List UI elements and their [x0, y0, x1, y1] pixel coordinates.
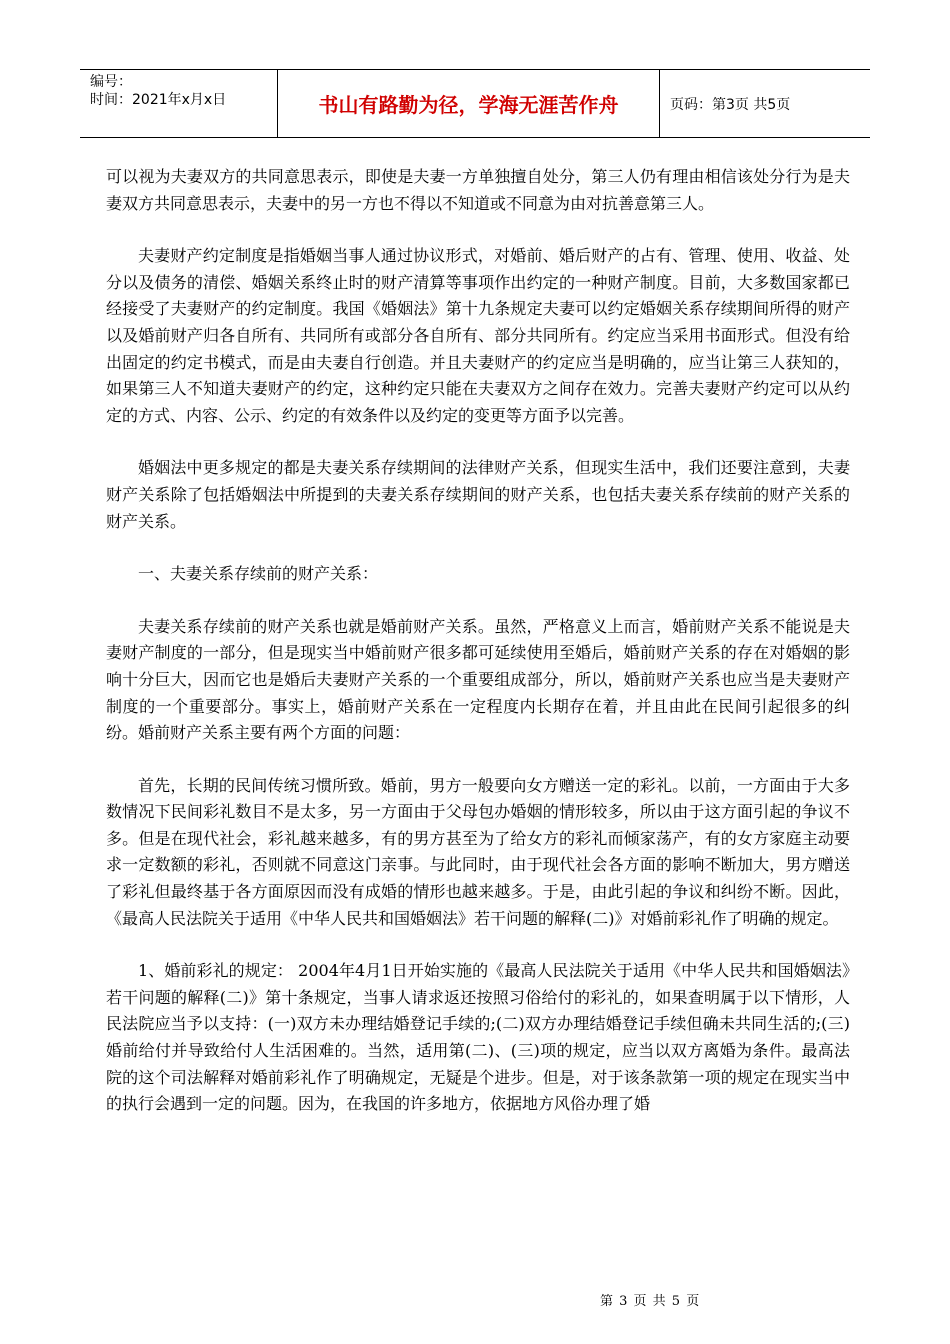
paragraph: 首先，长期的民间传统习惯所致。婚前，男方一般要向女方赠送一定的彩礼。以前，一方面由于大多数情况下民间彩礼数目不是太多，另一方面由于父母包办婚姻的情形较多，所以由于这方面引起的争议不多。但是在现代社会，彩礼越来越多，有的男方甚至为了给女方的彩礼而倾家荡产，有的女方家庭主动要求一定数额的彩礼，否则就不同意这门亲事。与此同时，由于现代社会各方面的影响不断加大，男方赠送了彩礼但最终基于各方面原因而没有成婚的情形也越来越多。于是，由此引起的争议和纠纷不断。因此，《最高人民法院关于适用《中华人民共和国婚姻法》若干问题的解释(二)》对婚前彩礼作了明确的规定。 [106, 775, 850, 928]
header-motto: 书山有路勤为径，学海无涯苦作舟 [278, 70, 660, 137]
paragraph: 可以视为夫妻双方的共同意思表示，即使是夫妻一方单独擅自处分，第三人仍有理由相信该处分行为是夫妻双方共同意思表示，夫妻中的另一方也不得以不知道或不同意为由对抗善意第三人。 [106, 167, 850, 213]
section-heading: 一、夫妻关系存续前的财产关系： [138, 564, 379, 584]
document-number-label: 编号： [90, 74, 132, 90]
paragraph: 夫妻财产约定制度是指婚姻当事人通过协议形式，对婚前、婚后财产的占有、管理、使用、收益、处分以及债务的清偿、婚姻关系终止时的财产清算等事项作出约定的一种财产制度。目前，大多数国家都已经接受了夫妻财产的约定制度。我国《婚姻法》第十九条规定夫妻可以约定婚姻关系存续期间所得的财产以及婚前财产归各自所有、共同所有或部分各自所有、部分共同所有。约定应当采用书面形式。但没有给出固定的约定书模式，而是由夫妻自行创造。并且夫妻财产的约定应当是明确的，应当让第三人获知的，如果第三人不知道夫妻财产的约定，这种约定只能在夫妻双方之间存在效力。完善夫妻财产约定可以从约定的方式、内容、公示、约定的有效条件以及约定的变更等方面予以完善。 [106, 246, 850, 425]
document-header [80, 69, 870, 138]
paragraph: 婚姻法中更多规定的都是夫妻关系存续期间的法律财产关系，但现实生活中，我们还要注意到，夫妻财产关系除了包括婚姻法中所提到的夫妻关系存续期间的财产关系，也包括夫妻关系存续前的财产关系的财产关系。 [106, 458, 850, 531]
page-footer: 第 3 页 共 5 页 [600, 1294, 701, 1309]
document-body [106, 164, 850, 1144]
paragraph: 夫妻关系存续前的财产关系也就是婚前财产关系。虽然，严格意义上而言，婚前财产关系不能说是夫妻财产制度的一部分，但是现实当中婚前财产很多都可延续使用至婚后，婚前财产关系的存在对婚姻的影响十分巨大，因而它也是婚后夫妻财产关系的一个重要组成部分，所以，婚前财产关系也应当是夫妻财产制度的一个重要部分。事实上，婚前财产关系在一定程度内长期存在着，并且由此在民间引起很多的纠纷。婚前财产关系主要有两个方面的问题： [106, 616, 850, 743]
paragraph: 1、婚前彩礼的规定： 2004年4月1日开始实施的《最高人民法院关于适用《中华人民共和国婚姻法》若干问题的解释(二)》第十条规定，当事人请求返还按照习俗给付的彩礼的，如果查明属于以下情形，人民法院应当予以支持：(一)双方未办理结婚登记手续的;(二)双方办理结婚登记手续但确未共同生活的;(三)婚前给付并导致给付人生活困难的。当然，适用第(二)、(三)项的规定，应当以双方离婚为条件。最高法院的这个司法解释对婚前彩礼作了明确规定，无疑是个进步。但是，对于该条款第一项的规定在现实当中的执行会遇到一定的问题。因为，在我国的许多地方，依据地方风俗办理了婚 [106, 961, 850, 1114]
document-date: 时间：2021年x月x日 [90, 92, 227, 108]
header-meta [80, 70, 278, 137]
header-page-info: 页码：第3页 共5页 [670, 96, 791, 113]
